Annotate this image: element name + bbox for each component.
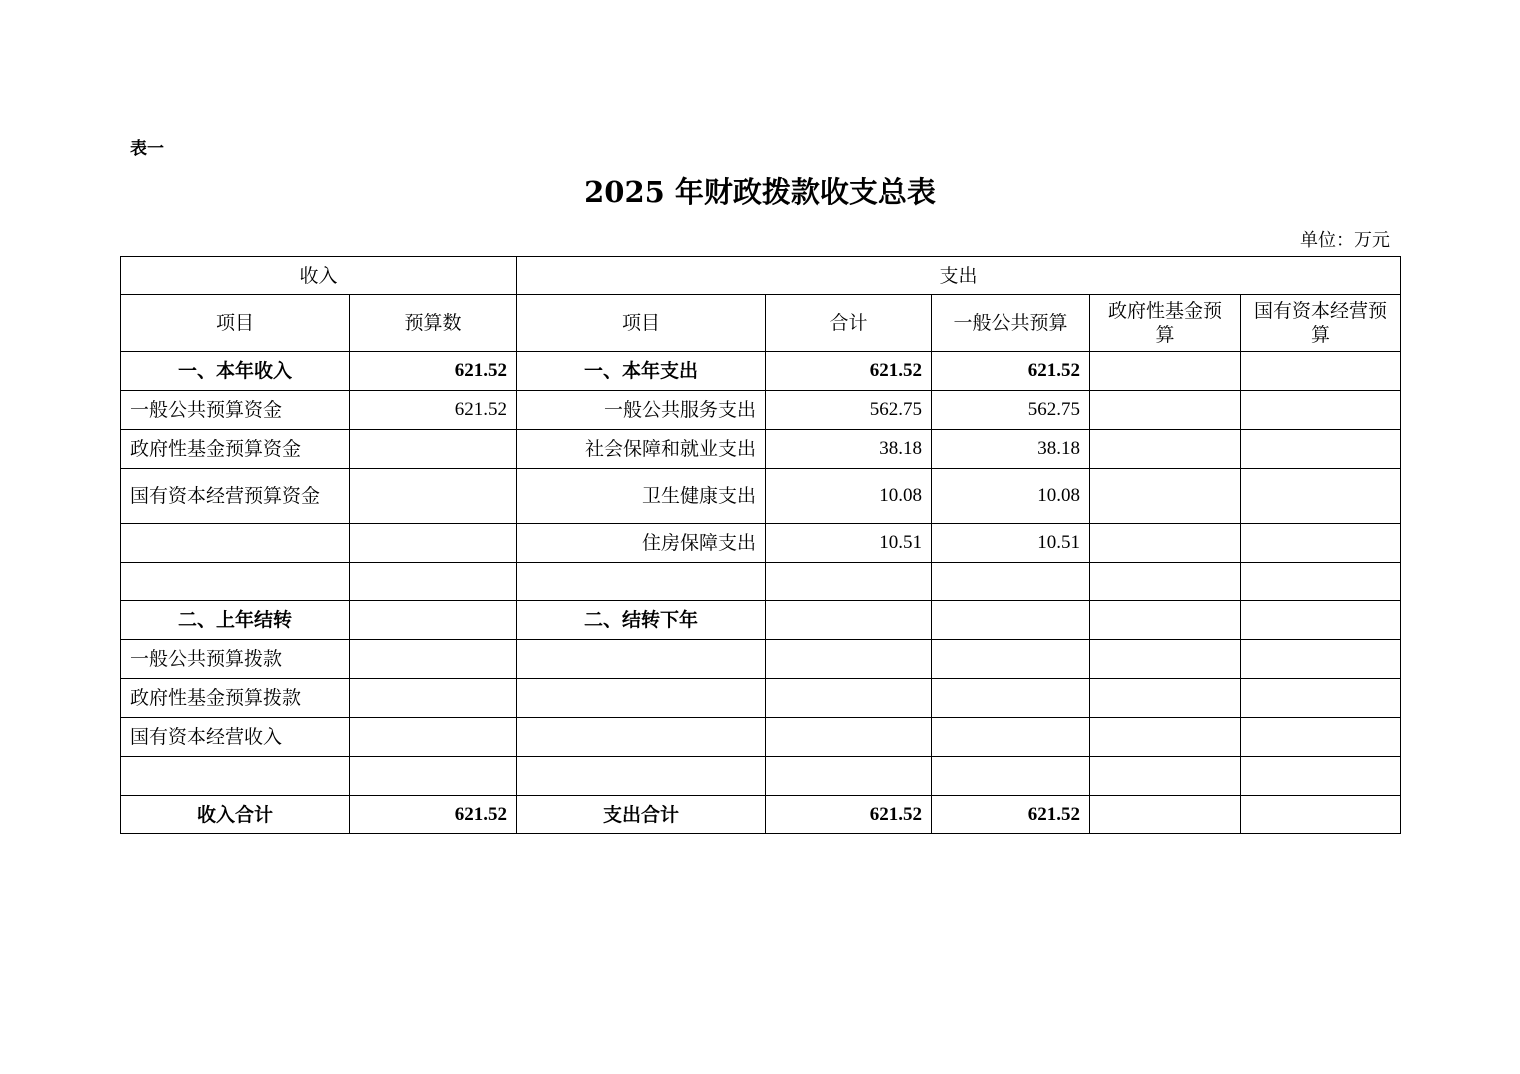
column-header-general-budget: 一般公共预算 <box>932 295 1090 352</box>
general-budget-cell <box>932 757 1090 796</box>
income-value-cell <box>350 430 517 469</box>
general-budget-cell <box>932 640 1090 679</box>
table-row <box>121 757 1401 796</box>
income-header: 收入 <box>121 257 517 295</box>
gov-fund-cell <box>1090 640 1241 679</box>
table-row <box>121 430 1401 469</box>
table-row <box>121 601 1401 640</box>
table-row <box>121 718 1401 757</box>
total-cell <box>766 640 932 679</box>
column-header-income-item: 项目 <box>121 295 350 352</box>
income-value-cell <box>350 757 517 796</box>
income-item-cell <box>121 757 350 796</box>
income-value-cell <box>350 524 517 563</box>
column-header-expense-item: 项目 <box>517 295 766 352</box>
state-capital-cell <box>1241 469 1401 524</box>
expense-item-cell <box>517 757 766 796</box>
gov-fund-cell <box>1090 679 1241 718</box>
state-capital-cell <box>1241 757 1401 796</box>
table-row <box>121 352 1401 391</box>
income-value-cell <box>350 601 517 640</box>
income-item-cell: 政府性基金预算资金 <box>121 430 350 469</box>
general-budget-cell: 10.08 <box>932 469 1090 524</box>
table-row <box>121 469 1401 524</box>
income-value-cell <box>350 679 517 718</box>
expense-total-value: 621.52 <box>766 796 932 834</box>
general-budget-cell <box>932 679 1090 718</box>
general-budget-cell <box>932 718 1090 757</box>
column-header-total: 合计 <box>766 295 932 352</box>
expense-item-cell: 一般公共服务支出 <box>517 391 766 430</box>
expense-total-label: 支出合计 <box>517 796 766 834</box>
total-cell: 10.08 <box>766 469 932 524</box>
state-capital-cell <box>1241 679 1401 718</box>
table-header-row-2 <box>121 295 1401 352</box>
income-item-cell <box>121 563 350 601</box>
income-total-value: 621.52 <box>350 796 517 834</box>
total-cell <box>766 718 932 757</box>
state-capital-total-value <box>1241 796 1401 834</box>
income-item-cell: 国有资本经营收入 <box>121 718 350 757</box>
expense-item-cell: 一、本年支出 <box>517 352 766 391</box>
expense-item-cell: 二、结转下年 <box>517 601 766 640</box>
income-value-cell: 621.52 <box>350 391 517 430</box>
table-header-row-1 <box>121 257 1401 295</box>
expense-item-cell <box>517 679 766 718</box>
column-header-gov-fund-budget: 政府性基金预算 <box>1090 295 1241 352</box>
gov-fund-cell <box>1090 352 1241 391</box>
general-budget-cell <box>932 563 1090 601</box>
state-capital-cell <box>1241 430 1401 469</box>
expense-item-cell: 住房保障支出 <box>517 524 766 563</box>
gov-fund-cell <box>1090 757 1241 796</box>
gov-fund-total-value <box>1090 796 1241 834</box>
income-item-cell <box>121 524 350 563</box>
expense-item-cell <box>517 563 766 601</box>
unit-label: 单位：万元 <box>1300 230 1390 251</box>
income-item-cell: 二、上年结转 <box>121 601 350 640</box>
income-total-label: 收入合计 <box>121 796 350 834</box>
total-cell: 10.51 <box>766 524 932 563</box>
income-item-cell: 国有资本经营预算资金 <box>121 469 350 524</box>
income-value-cell <box>350 469 517 524</box>
total-cell: 621.52 <box>766 352 932 391</box>
expense-header: 支出 <box>517 257 1401 295</box>
gov-fund-cell <box>1090 430 1241 469</box>
expense-item-cell <box>517 718 766 757</box>
general-budget-cell: 621.52 <box>932 352 1090 391</box>
total-cell <box>766 679 932 718</box>
state-capital-cell <box>1241 718 1401 757</box>
income-value-cell: 621.52 <box>350 352 517 391</box>
table-row-totals <box>121 796 1401 834</box>
state-capital-cell <box>1241 563 1401 601</box>
general-budget-cell: 38.18 <box>932 430 1090 469</box>
budget-table <box>120 256 1401 834</box>
gov-fund-cell <box>1090 718 1241 757</box>
income-item-cell: 一、本年收入 <box>121 352 350 391</box>
total-cell: 38.18 <box>766 430 932 469</box>
column-header-budget: 预算数 <box>350 295 517 352</box>
general-budget-total-value: 621.52 <box>932 796 1090 834</box>
table-row <box>121 640 1401 679</box>
gov-fund-cell <box>1090 601 1241 640</box>
table-label: 表一 <box>130 139 164 159</box>
state-capital-cell <box>1241 524 1401 563</box>
gov-fund-cell <box>1090 391 1241 430</box>
table-row <box>121 524 1401 563</box>
total-cell <box>766 601 932 640</box>
page-title: 2025 年财政拨款收支总表 <box>584 175 936 209</box>
expense-item-cell <box>517 640 766 679</box>
income-item-cell: 政府性基金预算拨款 <box>121 679 350 718</box>
total-cell <box>766 757 932 796</box>
expense-item-cell: 卫生健康支出 <box>517 469 766 524</box>
table-row <box>121 679 1401 718</box>
income-value-cell <box>350 718 517 757</box>
general-budget-cell: 10.51 <box>932 524 1090 563</box>
gov-fund-cell <box>1090 563 1241 601</box>
column-header-state-capital-budget: 国有资本经营预算 <box>1241 295 1401 352</box>
state-capital-cell <box>1241 391 1401 430</box>
general-budget-cell <box>932 601 1090 640</box>
income-value-cell <box>350 640 517 679</box>
gov-fund-cell <box>1090 524 1241 563</box>
expense-item-cell: 社会保障和就业支出 <box>517 430 766 469</box>
table-row <box>121 563 1401 601</box>
income-item-cell: 一般公共预算资金 <box>121 391 350 430</box>
income-value-cell <box>350 563 517 601</box>
state-capital-cell <box>1241 601 1401 640</box>
income-item-cell: 一般公共预算拨款 <box>121 640 350 679</box>
gov-fund-cell <box>1090 469 1241 524</box>
general-budget-cell: 562.75 <box>932 391 1090 430</box>
table-row <box>121 391 1401 430</box>
state-capital-cell <box>1241 640 1401 679</box>
total-cell: 562.75 <box>766 391 932 430</box>
state-capital-cell <box>1241 352 1401 391</box>
total-cell <box>766 563 932 601</box>
